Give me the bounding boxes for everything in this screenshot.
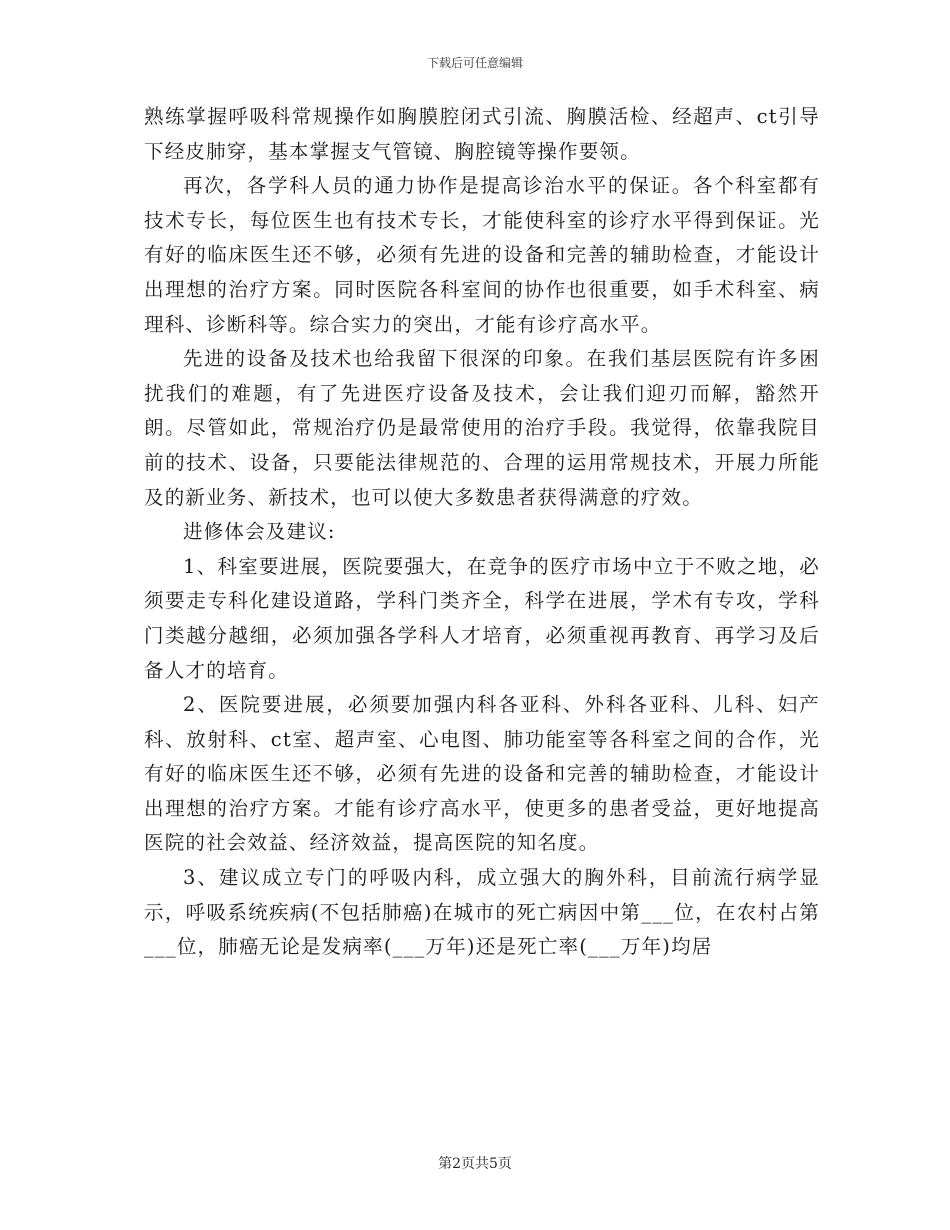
page-header-note: 下载后可任意编辑 [426,56,523,70]
paragraph-suggestion-2: 2、医院要进展，必须要加强内科各亚科、外科各亚科、儿科、妇产科、放射科、ct室、超声室、心电图、肺功能室等各科室之间的合作，光有好的临床医生还不够，必须有先进的设备和完善的辅助检查，才能设计出理想的治疗方案。才能有诊疗高水平，使更多的患者受益，更好地提高医院的社会效益、经济效益，提高医院的知名度。 [144,693,820,855]
paragraph-collaboration: 再次，各学科人员的通力协作是提高诊治水平的保证。各个科室都有技术专长，每位医生也有技术专长，才能使科室的诊疗水平得到保证。光有好的临床医生还不够，必须有先进的设备和完善的辅助检查，才能设计出理想的治疗方案。同时医院各科室间的协作也很重要，如手术科室、病理科、诊断科等。综合实力的突出，才能有诊疗高水平。 [144,174,820,336]
paragraph-suggestion-3: 3、建议成立专门的呼吸内科，成立强大的胸外科，目前流行病学显示，呼吸系统疾病(不包括肺癌)在城市的死亡病因中第___位，在农村占第___位，肺癌无论是发病率(___万年)还是死亡率(___万年)均居 [144,866,820,959]
section-heading-suggestions: 进修体会及建议: [183,520,336,544]
paragraph-continuation: 熟练掌握呼吸科常规操作如胸膜腔闭式引流、胸膜活检、经超声、ct引导下经皮肺穿，基本掌握支气管镜、胸腔镜等操作要领。 [144,105,820,163]
document-body [144,100,820,965]
paragraph-equipment: 先进的设备及技术也给我留下很深的印象。在我们基层医院有许多困扰我们的难题，有了先进医疗设备及技术，会让我们迎刃而解，豁然开朗。尽管如此，常规治疗仍是最常使用的治疗手段。我觉得，依靠我院目前的技术、设备，只要能法律规范的、合理的运用常规技术，开展力所能及的新业务、新技术，也可以使大多数患者获得满意的疗效。 [144,347,820,509]
paragraph-suggestion-1: 1、科室要进展，医院要强大，在竞争的医疗市场中立于不败之地，必须要走专科化建设道路，学科门类齐全，科学在进展，学术有专攻，学科门类越分越细，必须加强各学科人才培育，必须重视再教育、再学习及后备人才的培育。 [144,554,820,682]
page-number: 第2页共5页 [438,1156,512,1172]
